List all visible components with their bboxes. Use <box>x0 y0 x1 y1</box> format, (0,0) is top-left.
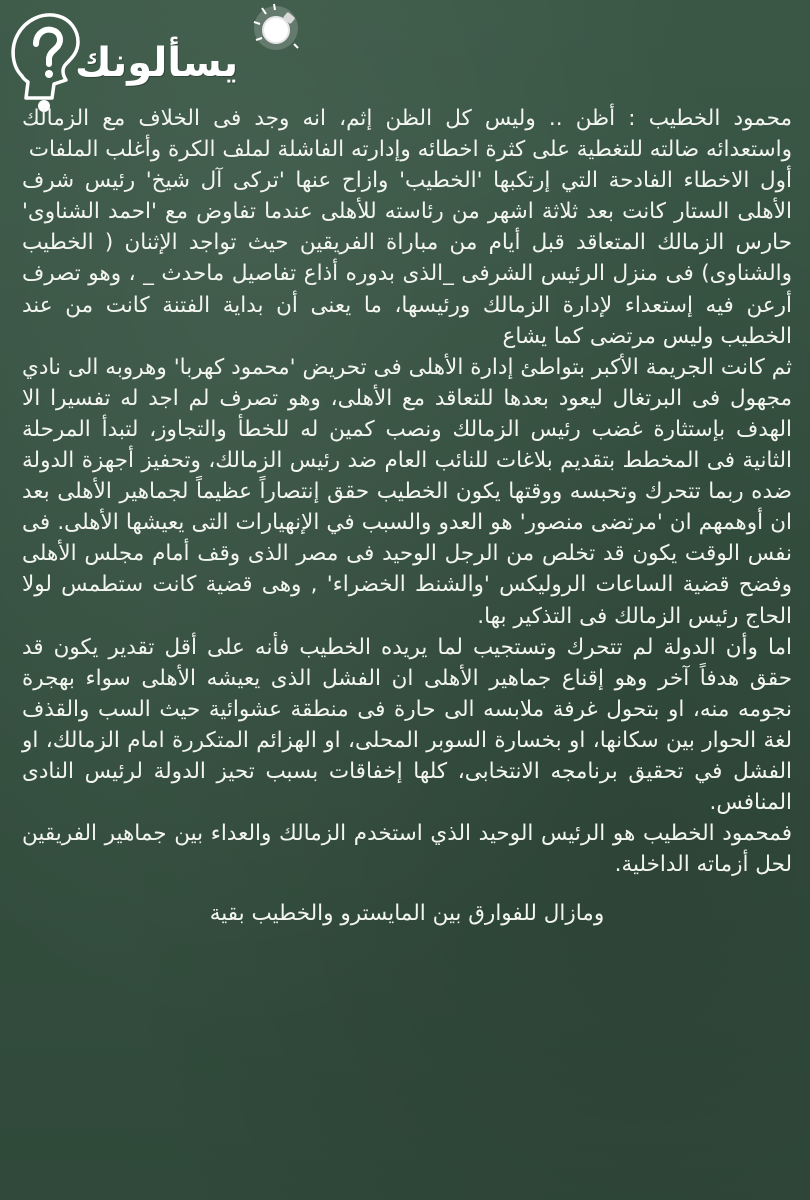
paragraph: فمحمود الخطيب هو الرئيس الوحيد الذي استخدم الزمالك والعداء بين جماهير الفريقين لحل أزماته الداخلية. <box>22 821 792 878</box>
paragraph: محمود الخطيب : أظن .. وليس كل الظن إثم، انه وجد فى الخلاف مع الزمالك واستعدائه ضالته للتغطية على كثرة اخطائه وإدارته الفاشلة لملف الكرة وأغلب الملفات <box>22 106 792 163</box>
article-body <box>22 103 792 1193</box>
paragraph: اما وأن الدولة لم تتحرك وتستجيب لما يريده الخطيب فأنه على أقل تقدير يكون قد حقق هدفاً آخر وهو إقناع جماهير الأهلى ان الفشل الذى يعيشه الأهلى سواء بهجرة نجومه منه، او بتحول غرفة ملابسه الى حارة فى منطقة عشوائية حيث السب والقذف لغة الحوار بين سكانها، او بخسارة السوبر المحلى، او الهزائم المتكررة امام الزمالك، او الفشل في تحقيق برنامجه الانتخابى، كلها إخفاقات بسبب تحيز الدولة لرئيس النادى المنافس. <box>22 634 792 816</box>
closing-line: ومازال للفوارق بين المايسترو والخطيب بقية <box>209 901 605 927</box>
header <box>0 0 320 115</box>
logo-text: يسألونك <box>75 40 239 86</box>
paragraph: ثم كانت الجريمة الأكبر بتواطئ إدارة الأهلى فى تحريض 'محمود كهربا' وهروبه الى نادي مجهول فى البرتغال ليعود بعدها للتعاقد مع الأهلى، وهو تصرف لم اجد له تفسيرا الا الهدف بإستثارة غضب رئيس الزمالك ونصب كمين له للخطأ والتجاوز، لتبدأ المرحلة الثانية فى المخطط بتقديم بلاغات للنائب العام ضد رئيس الزمالك، وتحفيز أجهزة الدولة ضده ربما تتحرك وتحبسه ووقتها يكون الخطيب حقق إنتصاراً عظيماً لجماهير الأهلى بعد ان أوهمهم ان 'مرتضى منصور' هو العدو والسبب في الإنهيارات التى يعيشها الأهلى. فى نفس الوقت يكون قد تخلص من الرجل الوحيد فى مصر الذى وقف أمام مجلس الأهلى وفضح قضية الساعات الروليكس 'والشنط الخضراء' , وهى قضية كانت ستطمس لولا الحاج رئيس الزمالك فى التذكير بها. <box>22 354 792 629</box>
lightbulb-icon <box>248 0 308 64</box>
paragraph: أول الاخطاء الفادحة التي إرتكبها 'الخطيب' وازاح عنها 'تركى آل شيخ' رئيس شرف الأهلى الستار كانت بعد ثلاثة اشهر من رئاسته للأهلى عندما تفاوض مع 'احمد الشناوى' حارس الزمالك المتعاقد قبل أيام من مباراة الفريقين حيث تواجد الإثنان ( الخطيب والشناوى) فى منزل الرئيس الشرفى _الذى بدوره أذاع تفاصيل ماحدث _ ، وهو تصرف أرعن فيه إستعداء لإدارة الزمالك ورئيسها، ما يعنى أن بداية الفتنة كانت من عند الخطيب وليس مرتضى كما يشاع <box>22 168 792 349</box>
